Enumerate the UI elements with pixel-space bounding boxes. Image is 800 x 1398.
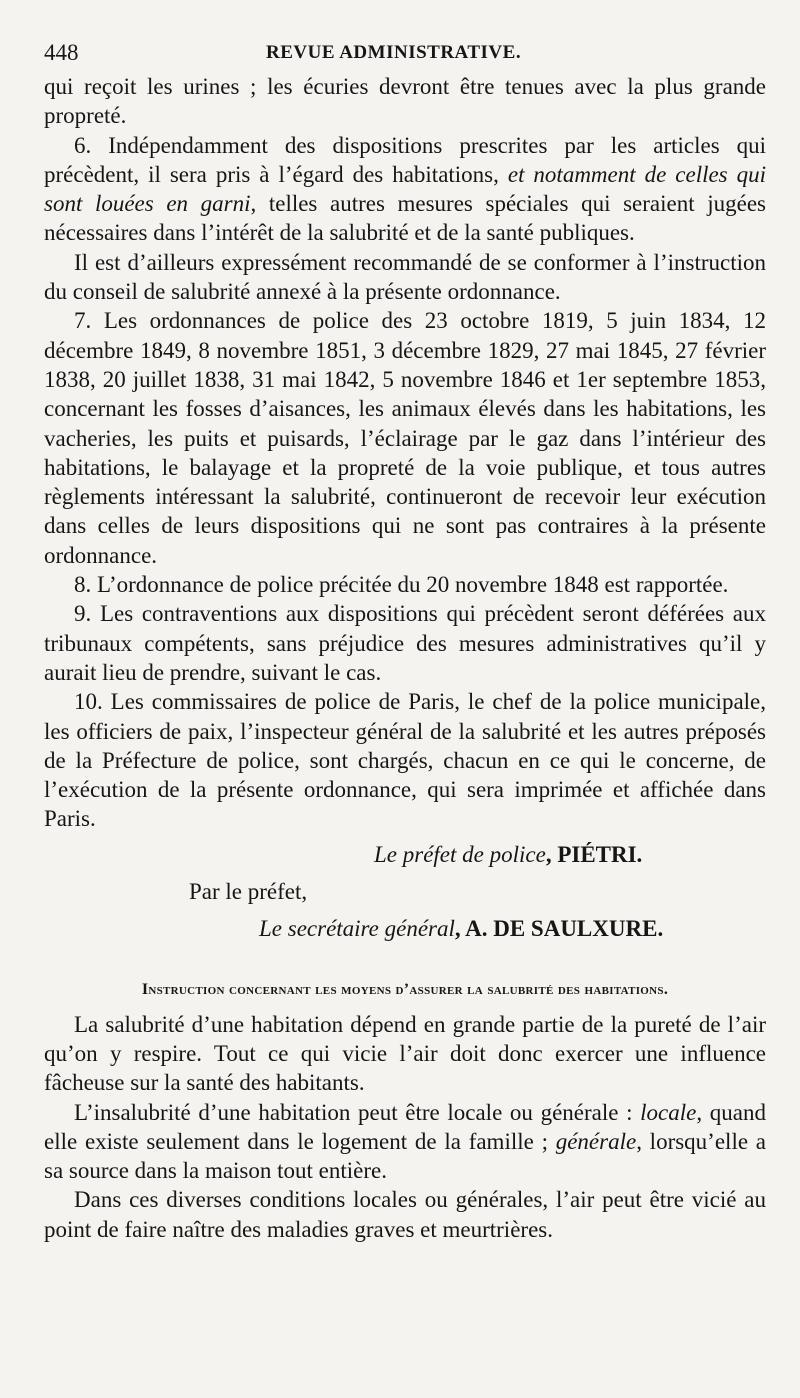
instruction-2-start: L’insalubrité d’une habitation peut être locale ou générale : [74, 1099, 641, 1125]
instruction-2-end: , lorsqu’elle a sa source dans la maison tout entière. [44, 1128, 766, 1184]
par-le-prefet: Par le préfet, [189, 879, 308, 905]
article-6 [44, 131, 766, 248]
recommendation-paragraph: Il est d’ailleurs expressément recommandé de se conformer à l’instruction du conseil de salubrité annexé à la présente ordonnance. [44, 249, 766, 305]
page-header-title: REVUE ADMINISTRATIVE. [266, 42, 522, 63]
prefect-signature [374, 840, 766, 869]
instruction-paragraph-2 [44, 1098, 766, 1186]
article-9: 9. Les contraventions aux dispositions qui précèdent seront déférées aux tribunaux compétents, sans préjudice des mesures administratives qu’il y aurait lieu de prendre, suivant le cas. [44, 601, 766, 685]
running-head [44, 38, 766, 72]
article-6-text: 6. Indépendamment des dispositions prescrites par les articles qui précèdent, il sera pris à l’égard des habitations, [44, 132, 766, 187]
article-7: 7. Les ordonnances de police des 23 octobre 1819, 5 juin 1834, 12 décembre 1849, 8 novembre 1851, 3 décembre 1829, 27 mai 1845, 27 février 1838, 20 juillet 1838, 31 mai 1842, 5 novembre 1846 et 1er septembre 1853, concernant les fosses d’aisances, les animaux élevés dans les habitations, les vacheries, les puits et puisards, l’éclairage par le gaz dans l’intérieur des habitations, le balayage et la propreté de la voie publique, et tous autres règlements intéressant la salubrité, continueront de recevoir leur exécution dans celles de leurs dispositions qui ne sont pas contraires à la présente ordonnance. [44, 308, 766, 568]
paragraph-continuation: qui reçoit les urines ; les écuries devront être tenues avec la plus grande propreté. [44, 74, 766, 129]
instruction-2-generale: générale [555, 1128, 637, 1154]
secretary-name: , A. DE SAULXURE. [454, 916, 664, 942]
secretary-signature [259, 914, 766, 943]
article-8: 8. L’ordonnance de police précitée du 20 novembre 1848 est rapportée. [74, 572, 729, 598]
instruction-paragraph-3: Dans ces diverses conditions locales ou générales, l’air peut être vicié au point de faire naître des maladies graves et meurtrières. [44, 1187, 766, 1242]
page-number: 448 [44, 40, 79, 65]
article-6-italic: et notamment de celles qui sont louées en garni [44, 161, 766, 217]
prefect-title: Le préfet de police [374, 841, 546, 867]
article-10: 10. Les commissaires de police de Paris, le chef de la police municipale, les officiers de paix, l’inspecteur général de la salubrité et les autres préposés de la Préfecture de police, sont chargés, chacun en ce qui le concerne, de l’exécution de la présente ordonnance, qui sera imprimée et affichée dans Paris. [44, 689, 766, 832]
instruction-paragraph-1: La salubrité d’une habitation dépend en grande partie de la pureté de l’air qu’on y respire. Tout ce qui vicie l’air doit donc exercer une influence fâcheuse sur la santé des habitants. [44, 1011, 766, 1096]
instruction-2-mid: , quand elle existe seulement dans le logement de la famille ; [44, 1099, 766, 1154]
secretary-title: Le secrétaire général [259, 916, 455, 942]
body-text [44, 72, 766, 1244]
section-title: Instruction concernant les moyens d’assurer la salubrité des habitations. [141, 980, 669, 998]
instruction-2-locale: locale [640, 1099, 697, 1125]
article-6-end: , telles autres mesures spéciales qui seraient jugées nécessaires dans l’intérêt de la salubrité et de la santé publiques. [44, 191, 766, 246]
prefect-name: , PIÉTRI. [545, 841, 643, 867]
